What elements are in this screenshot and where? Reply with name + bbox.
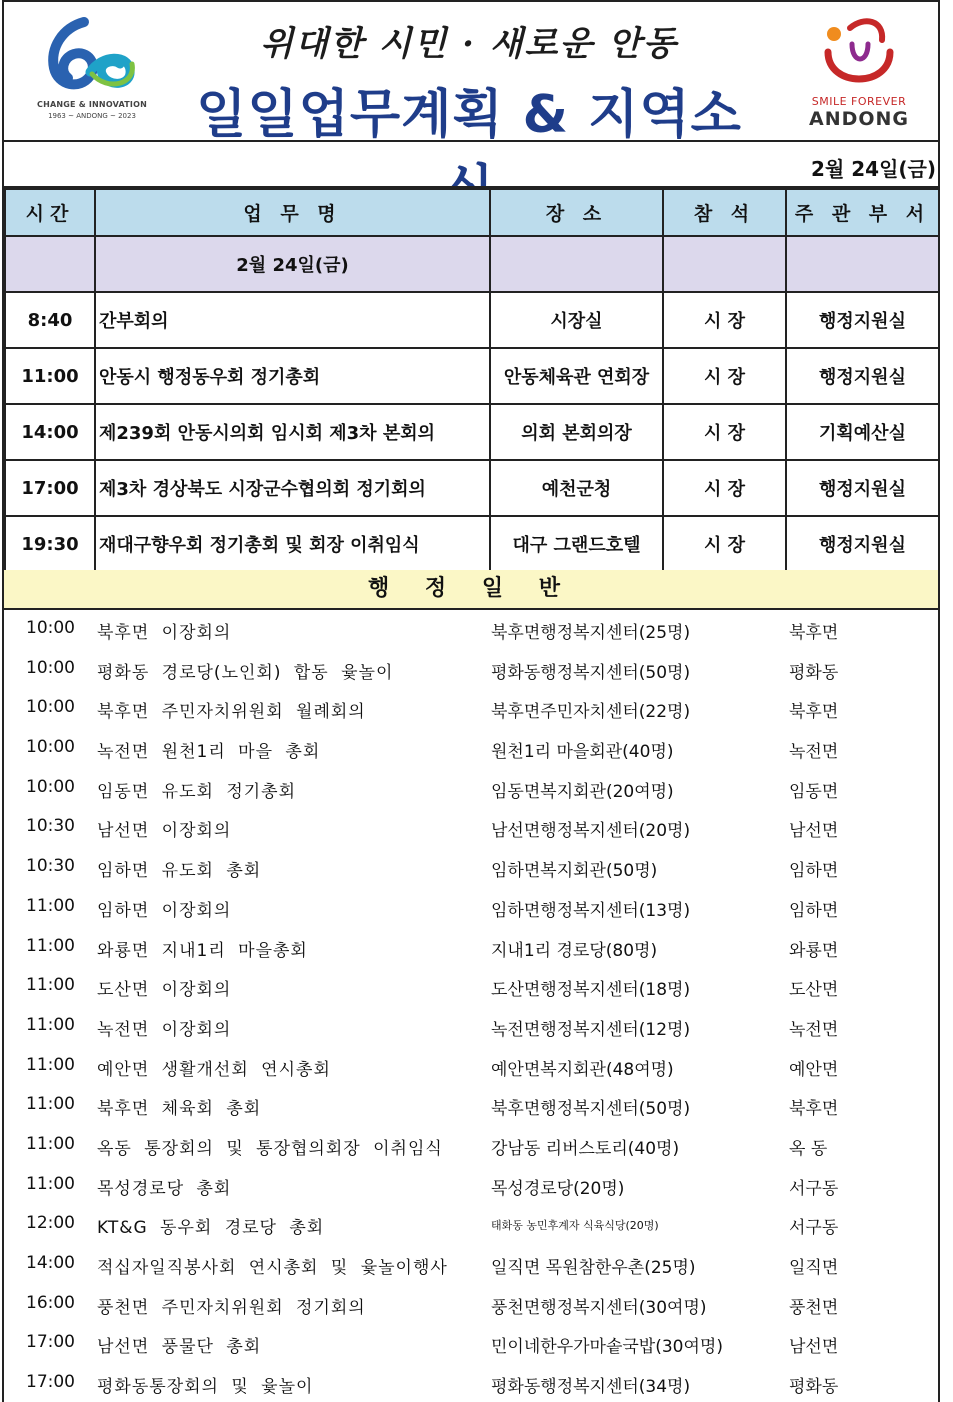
place-cell: 예천군청 <box>490 460 663 516</box>
slogan: 위대한 시민 · 새로운 안동 <box>260 24 678 64</box>
department-cell: 행정지원실 <box>786 292 939 348</box>
event-place: 북후면행정복지센터(50명) <box>491 1099 691 1120</box>
event-name-cell: 간부회의 <box>95 292 490 348</box>
header <box>4 0 938 145</box>
event-place: 도산면행정복지센터(18명) <box>491 980 691 1001</box>
event-department: 북후면 <box>789 702 839 723</box>
list-item <box>4 610 938 650</box>
event-place: 일직면 목원참한우촌(25명) <box>491 1258 696 1278</box>
place-cell: 안동체육관 연회장 <box>490 348 663 404</box>
list-item <box>4 808 938 848</box>
department-cell: 행정지원실 <box>786 516 939 572</box>
event-place: 평화동행정복지센터(34명) <box>491 1377 691 1398</box>
list-item <box>4 650 938 690</box>
event-name: 와룡면 지내1리 마을총회 <box>97 940 308 961</box>
list-item <box>4 1364 938 1402</box>
event-time: 16:00 <box>26 1292 75 1313</box>
column-header: 업 무 명 <box>95 189 490 236</box>
event-time: 10:00 <box>26 737 75 758</box>
event-place: 예안면복지회관(48여명) <box>491 1059 674 1080</box>
event-place: 임하면행정복지센터(13명) <box>491 900 691 921</box>
event-department: 남선면 <box>789 821 839 842</box>
event-name: 평화동 경로당(노인회) 합동 윷놀이 <box>97 662 394 683</box>
event-department: 북후면 <box>789 1099 839 1120</box>
date-subheader-row <box>5 236 939 292</box>
event-place: 평화동행정복지센터(50명) <box>491 662 691 683</box>
date-line <box>4 142 938 188</box>
place-cell: 의회 본회의장 <box>490 404 663 460</box>
event-name-cell: 제3차 경상북도 시장군수협의회 정기회의 <box>95 460 490 516</box>
table-row <box>5 460 939 516</box>
event-time: 10:30 <box>26 816 75 837</box>
event-place: 북후면주민자치센터(22명) <box>491 702 691 723</box>
event-time: 10:00 <box>26 697 75 718</box>
event-name: 임하면 유도회 총회 <box>97 861 262 882</box>
time-cell: 17:00 <box>5 460 95 516</box>
event-name: 목성경로당 총회 <box>97 1178 232 1199</box>
event-department: 평화동 <box>789 662 839 683</box>
document-page <box>2 0 940 1402</box>
empty-cell <box>786 236 939 292</box>
list-item <box>4 848 938 888</box>
event-name: 예안면 생활개선회 연시총회 <box>97 1059 331 1080</box>
attendee-cell: 시 장 <box>663 404 786 460</box>
list-item <box>4 1324 938 1364</box>
event-place: 임동면복지회관(20여명) <box>491 781 674 802</box>
list-item <box>4 1285 938 1325</box>
event-time: 14:00 <box>26 1253 75 1273</box>
list-item <box>4 1086 938 1126</box>
empty-cell <box>5 236 95 292</box>
table-row <box>5 404 939 460</box>
place-cell: 대구 그랜드호텔 <box>490 516 663 572</box>
time-cell: 14:00 <box>5 404 95 460</box>
attendee-cell: 시 장 <box>663 516 786 572</box>
event-name: 풍천면 주민자치위원회 정기회의 <box>97 1297 366 1318</box>
event-time: 17:00 <box>26 1372 75 1393</box>
event-department: 임동면 <box>789 781 839 802</box>
event-name-cell: 재대구향우회 정기총회 및 회장 이취임식 <box>95 516 490 572</box>
event-name: 임동면 유도회 정기총회 <box>97 781 297 802</box>
table-row <box>5 292 939 348</box>
section-title: 행 정 일 반 <box>4 570 938 610</box>
list-item <box>4 769 938 809</box>
anniversary-logo <box>32 14 152 129</box>
event-time: 11:00 <box>26 1173 75 1194</box>
list-item <box>4 1205 938 1245</box>
empty-cell <box>490 236 663 292</box>
column-header: 주 관 부 서 <box>786 189 939 236</box>
event-name: 적십자일직봉사회 연시총회 및 윷놀이행사 <box>97 1258 448 1278</box>
table-header-row <box>5 189 939 236</box>
date-subheader: 2월 24일(금) <box>95 236 490 292</box>
event-department: 옥 동 <box>789 1138 828 1159</box>
event-time: 10:00 <box>26 657 75 678</box>
event-name: 북후면 이장회의 <box>97 623 232 643</box>
event-department: 서구동 <box>789 1178 839 1199</box>
list-item <box>4 1166 938 1206</box>
smile-forever-logo-icon <box>794 12 924 94</box>
department-cell: 기획예산실 <box>786 404 939 460</box>
logo-caption: CHANGE & INNOVATION <box>37 100 147 109</box>
list-item <box>4 928 938 968</box>
event-department: 녹전면 <box>789 742 839 763</box>
event-time: 10:00 <box>26 776 75 797</box>
list-item <box>4 689 938 729</box>
list-item <box>4 888 938 928</box>
event-time: 10:30 <box>26 856 75 877</box>
attendee-cell: 시 장 <box>663 348 786 404</box>
event-place: 민이네한우가마솥국밥(30여명) <box>491 1337 723 1358</box>
column-header: 참 석 <box>663 189 786 236</box>
event-department: 서구동 <box>789 1218 839 1239</box>
event-place: 녹전면행정복지센터(12명) <box>491 1019 691 1040</box>
event-name: 평화동통장회의 및 윷놀이 <box>97 1377 314 1398</box>
mayor-schedule-table <box>4 188 940 573</box>
department-cell: 행정지원실 <box>786 348 939 404</box>
list-item <box>4 1007 938 1047</box>
time-cell: 11:00 <box>5 348 95 404</box>
event-place: 지내1리 경로당(80명) <box>491 940 658 961</box>
event-name: 옥동 통장회의 및 통장협의회장 이취임식 <box>97 1138 443 1159</box>
event-department: 녹전면 <box>789 1019 839 1040</box>
event-time: 11:00 <box>26 1054 75 1075</box>
logo-years: 1963 ~ ANDONG ~ 2023 <box>48 112 136 120</box>
sixty-logo-icon <box>32 14 152 100</box>
event-department: 임하면 <box>789 861 839 882</box>
event-place: 태화동 농민후계자 식육식당(20명) <box>491 1219 659 1233</box>
event-department: 평화동 <box>789 1377 839 1398</box>
time-cell: 8:40 <box>5 292 95 348</box>
event-place: 남선면행정복지센터(20명) <box>491 821 691 842</box>
event-name: 임하면 이장회의 <box>97 900 232 921</box>
event-place: 강남동 리버스토리(40명) <box>491 1138 680 1159</box>
event-time: 10:00 <box>26 618 75 638</box>
event-time: 11:00 <box>26 1014 75 1035</box>
event-time: 11:00 <box>26 975 75 996</box>
event-name: 남선면 이장회의 <box>97 821 232 842</box>
event-time: 11:00 <box>26 1094 75 1115</box>
event-department: 풍천면 <box>789 1297 839 1318</box>
event-department: 임하면 <box>789 900 839 921</box>
event-time: 11:00 <box>26 935 75 956</box>
event-department: 예안면 <box>789 1059 839 1080</box>
table-row <box>5 516 939 572</box>
event-name: KT&G 동우회 경로당 총회 <box>97 1218 325 1239</box>
list-item <box>4 1047 938 1087</box>
attendee-cell: 시 장 <box>663 460 786 516</box>
event-department: 북후면 <box>789 623 839 643</box>
time-cell: 19:30 <box>5 516 95 572</box>
event-place: 원천1리 마을회관(40명) <box>491 742 674 763</box>
event-name-cell: 제239회 안동시의회 임시회 제3차 본회의 <box>95 404 490 460</box>
event-time: 12:00 <box>26 1213 75 1234</box>
attendee-cell: 시 장 <box>663 292 786 348</box>
event-department: 일직면 <box>789 1258 839 1278</box>
list-item <box>4 967 938 1007</box>
list-item <box>4 1126 938 1166</box>
department-cell: 행정지원실 <box>786 460 939 516</box>
event-name-cell: 안동시 행정동우회 정기총회 <box>95 348 490 404</box>
column-header: 장 소 <box>490 189 663 236</box>
event-time: 17:00 <box>26 1332 75 1353</box>
event-department: 남선면 <box>789 1337 839 1358</box>
event-place: 목성경로당(20명) <box>491 1178 625 1199</box>
event-name: 남선면 풍물단 총회 <box>97 1337 262 1358</box>
column-header: 시간 <box>5 189 95 236</box>
event-name: 도산면 이장회의 <box>97 980 232 1001</box>
table-row <box>5 348 939 404</box>
empty-cell <box>663 236 786 292</box>
event-department: 와룡면 <box>789 940 839 961</box>
event-name: 녹전면 이장회의 <box>97 1019 232 1040</box>
place-cell: 시장실 <box>490 292 663 348</box>
andong-logo <box>794 12 924 137</box>
event-time: 11:00 <box>26 1133 75 1154</box>
general-events-list <box>4 610 938 1402</box>
event-name: 녹전면 원천1리 마을 총회 <box>97 742 321 763</box>
logo-city: ANDONG <box>808 108 910 130</box>
event-place: 풍천면행정복지센터(30여명) <box>491 1297 707 1318</box>
event-department: 도산면 <box>789 980 839 1001</box>
logo-tagline: SMILE FOREVER <box>811 95 907 108</box>
event-name: 북후면 주민자치위원회 월례회의 <box>97 702 366 723</box>
event-name: 북후면 체육회 총회 <box>97 1099 262 1120</box>
event-place: 북후면행정복지센터(25명) <box>491 623 691 643</box>
event-place: 임하면복지회관(50명) <box>491 861 658 882</box>
report-date: 2월 24일(금) <box>811 157 936 181</box>
page-title: 일일업무계획 & 지역소 <box>196 85 742 145</box>
event-time: 11:00 <box>26 895 75 916</box>
list-item <box>4 1245 938 1285</box>
list-item <box>4 729 938 769</box>
